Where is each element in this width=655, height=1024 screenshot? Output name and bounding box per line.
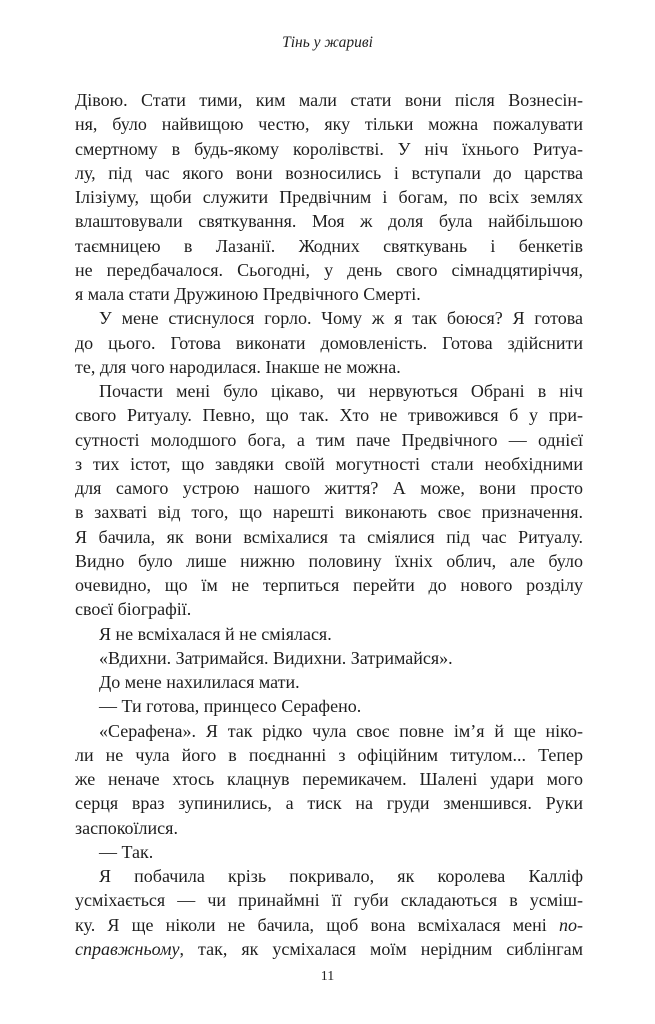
text-line: [75, 428, 583, 452]
text-segment: лу, під час якого вони возносились і вступали до царства: [75, 162, 583, 183]
text-segment: ли не чула його в поєднанні з офіційним титулом... Тепер: [75, 744, 583, 765]
text-segment: Я бачила, як вони всміхалися та сміялися під час Ритуалу.: [75, 526, 583, 547]
text-segment: ня, було найвищою честю, яку тільки можна пожалувати: [75, 114, 583, 135]
text-line: [75, 525, 583, 549]
text-line: [75, 670, 583, 694]
text-line: [75, 694, 583, 718]
text-segment: сутності молодшого бога, а тим паче Предвічного — однієї: [75, 429, 583, 450]
text-line: [75, 355, 583, 379]
text-segment: У мене стиснулося горло. Чому ж я так боюся? Я готова: [99, 308, 583, 329]
text-line: [75, 88, 583, 112]
text-segment: таємницею в Лазанії. Жодних святкувань і бенкетів: [75, 235, 583, 256]
text-line: [75, 476, 583, 500]
text-segment: Я побачила крізь покривало, як королева Калліф: [99, 866, 583, 886]
text-segment: смертному в будь-якому королівстві. У ніч їхнього Ритуа-: [75, 138, 583, 159]
text-line: [75, 597, 583, 621]
text-segment: — Ти готова, принцесо Серафено.: [99, 696, 362, 717]
text-segment: до цього. Готова виконати домовленість. Готова здійснити: [75, 332, 583, 353]
text-segment: для самого устрою нашого життя? А може, вони просто: [75, 478, 583, 498]
text-line: [75, 646, 583, 670]
text-line: [75, 258, 583, 282]
text-line: [75, 864, 583, 888]
text-line: [75, 791, 583, 815]
text-line: [75, 743, 583, 767]
text-segment: своєї біографії.: [75, 599, 192, 620]
text-line: [75, 282, 583, 306]
text-line: [75, 767, 583, 791]
body-text: [75, 88, 583, 961]
text-line: [75, 234, 583, 258]
text-segment: те, для чого народилася. Інакше не можна.: [75, 356, 401, 377]
text-segment: же неначе хтось клацнув перемикачем. Шалені удари мого: [75, 769, 583, 789]
text-segment: «Вдихни. Затримайся. Видихни. Затримайся».: [99, 647, 453, 668]
text-line: [75, 937, 583, 961]
text-segment: очевидно, що їм не терпиться перейти до нового розділу: [75, 575, 583, 595]
text-segment: — Так.: [99, 841, 154, 862]
text-line: [75, 719, 583, 743]
text-segment: До мене нахилилася мати.: [99, 672, 300, 692]
text-segment: Дівою. Стати тими, ким мали стати вони після Вознесін-: [75, 90, 583, 110]
text-line: [75, 403, 583, 427]
text-line: [75, 622, 583, 646]
text-segment: «Серафена». Я так рідко чула своє повне ім’я й ще ніко-: [99, 720, 583, 741]
text-line: [75, 112, 583, 136]
text-line: [75, 573, 583, 597]
text-line: [75, 888, 583, 912]
text-segment: з тих істот, що завдяки своїй могутності стали необхідними: [75, 453, 583, 474]
italic-text-segment: справжньому: [75, 938, 180, 959]
text-line: [75, 379, 583, 403]
text-segment: серця враз зупинились, а тиск на груди зменшився. Руки: [75, 793, 583, 814]
text-segment: Почасти мені було цікаво, чи нервуються Обрані в ніч: [99, 381, 583, 401]
text-line: [75, 452, 583, 476]
running-head-title: Тінь у жариві: [282, 34, 373, 51]
text-segment: Ілізіуму, щоби служити Предвічним і богам, по всіх землях: [75, 187, 583, 207]
text-line: [75, 816, 583, 840]
text-line: [75, 185, 583, 209]
text-line: [75, 306, 583, 330]
text-line: [75, 331, 583, 355]
text-line: [75, 137, 583, 161]
text-segment: Видно було лише нижню половину їхніх облич, але було: [75, 550, 583, 571]
text-line: [75, 913, 583, 937]
text-segment: влаштовували святкування. Моя ж доля була найбільшою: [75, 211, 583, 232]
italic-text-segment: по-: [559, 914, 583, 935]
text-line: [75, 161, 583, 185]
text-line: [75, 549, 583, 573]
text-line: [75, 500, 583, 524]
text-segment: Я не всміхалася й не сміялася.: [99, 623, 332, 644]
text-segment: не передбачалося. Сьогодні, у день свого сімнадцятиріччя,: [75, 259, 583, 280]
text-segment: , так, як усміхалася моїм нерідним сиблінгам: [179, 938, 583, 959]
text-line: [75, 209, 583, 233]
text-segment: в захваті від того, що нарешті виконають своє призначення.: [75, 502, 583, 523]
text-line: [75, 840, 583, 864]
text-segment: заспокоїлися.: [75, 817, 178, 838]
text-segment: усміхається — чи принаймні її губи складаються в усміш-: [75, 890, 583, 911]
page-number: 11: [320, 969, 335, 984]
text-segment: свого Ритуалу. Певно, що так. Хто не тривожився б у при-: [75, 405, 583, 426]
text-segment: я мала стати Дружиною Предвічного Смерті.: [75, 284, 421, 304]
text-segment: ку. Я ще ніколи не бачила, щоб вона всміхалася мені: [75, 914, 559, 935]
